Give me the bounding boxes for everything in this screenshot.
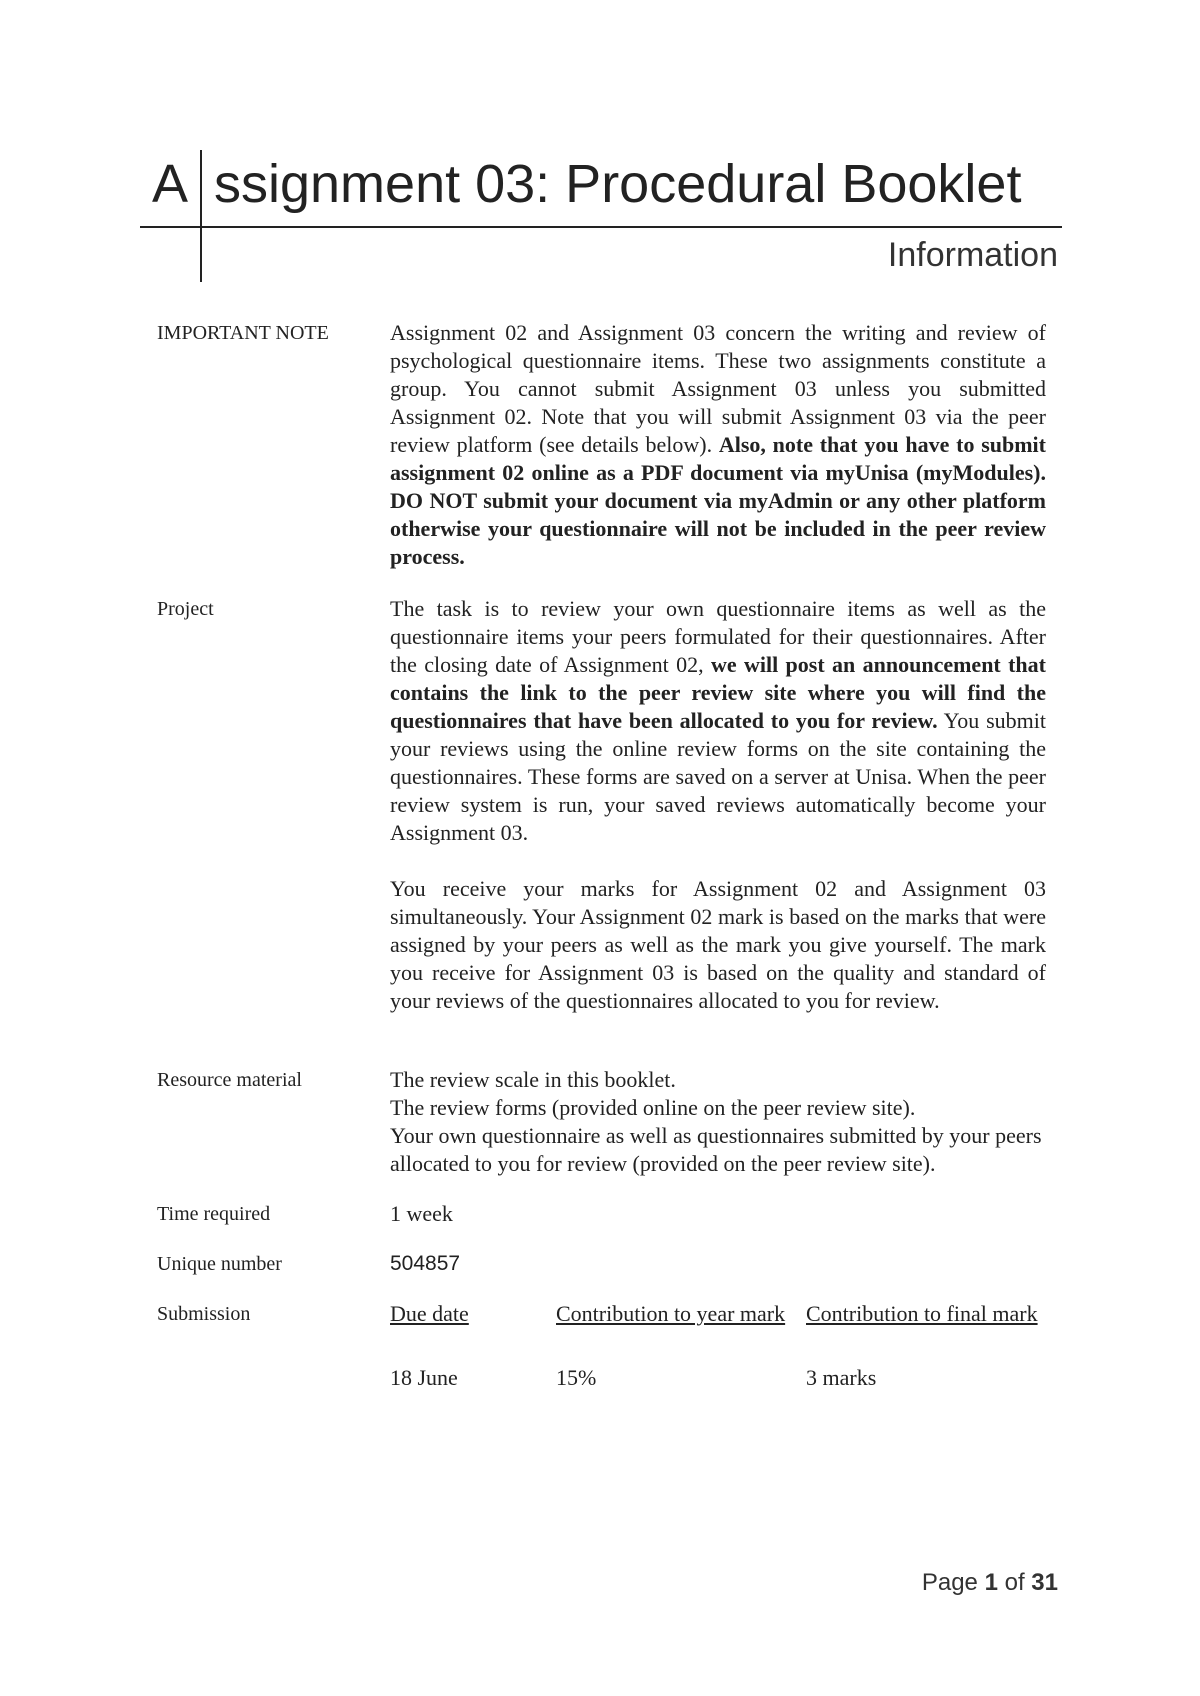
important-note-text <box>390 319 1046 571</box>
submission-value-cell: 15% <box>556 1365 597 1390</box>
row-label: Time required <box>157 1203 271 1225</box>
resource-line: Your own questionnaire as well as questionnaires submitted by your peers allocated to you for review (provided on the peer review site). <box>390 1123 1042 1176</box>
row-label: Project <box>157 598 214 620</box>
title-vertical-rule <box>200 150 202 282</box>
resource-line: The review forms (provided online on the peer review site). <box>390 1095 916 1120</box>
submission-header-cell: Due date <box>390 1301 469 1326</box>
project-text <box>390 595 1046 1015</box>
unique-number-value: 504857 <box>390 1252 461 1275</box>
project-p2: You receive your marks for Assignment 02 and Assignment 03 simultaneously. Your Assignment 02 mark is based on the marks that were assigned by your peers as well as the mark you give yourself. The mark you receive for Assignment 03 is based on the quality and standard of your reviews of the questionnaires allocated to you for review. <box>390 876 1046 1013</box>
row-label: Unique number <box>157 1253 282 1275</box>
total-pages: 31 <box>1031 1569 1058 1596</box>
page-number <box>922 1568 1058 1598</box>
submission-value-cell: 3 marks <box>806 1365 877 1390</box>
page-word: Page <box>921 1569 978 1596</box>
submission-header-row <box>390 1300 1046 1356</box>
title-horizontal-rule <box>140 226 1062 228</box>
submission-header-cell: Contribution to year mark <box>556 1301 786 1326</box>
submission-value-cell: 18 June <box>390 1365 458 1390</box>
row-label: IMPORTANT NOTE <box>157 322 329 344</box>
resource-material-list <box>390 1066 1046 1178</box>
current-page: 1 <box>984 1569 998 1596</box>
row-label: Submission <box>157 1303 251 1325</box>
of-word: of <box>1004 1569 1025 1596</box>
title-first-letter: A <box>152 154 189 214</box>
project-p1-plain-b: You submit your reviews using the online review forms on the site containing the questionnaires. These forms are saved on a server at Unisa. When the peer review system is run, your saved reviews automatically become your Assignment 03. <box>390 708 1046 845</box>
submission-value-row <box>390 1364 1046 1394</box>
resource-line: The review scale in this booklet. <box>390 1067 676 1092</box>
page-title: ssignment 03: Procedural Booklet <box>214 154 1022 214</box>
submission-table <box>390 1300 1046 1394</box>
project-p1-plain-a: The task is to review your own questionnaire items as well as the questionnaire items your peers formulated for their questionnaires. After the closing date of Assignment 02, <box>390 596 1046 677</box>
row-label: Resource material <box>157 1069 302 1091</box>
section-subtitle: Information <box>887 236 1058 274</box>
time-required-value: 1 week <box>390 1201 453 1226</box>
submission-header-cell: Contribution to final mark <box>806 1301 1038 1326</box>
project-p1-bold: we will post an announcement that contains the link to the peer review site where you will find the questionnaires that have been allocated to you for review. <box>390 652 1046 733</box>
important-note-bold: Also, note that you have to submit assignment 02 online as a PDF document via myUnisa (myModules). DO NOT submit your document via myAdmin or any other platform otherwise your questionnaire will not be included in the peer review process. <box>390 432 1046 569</box>
important-note-plain: Assignment 02 and Assignment 03 concern the writing and review of psychological questionnaire items. These two assignments constitute a group. You cannot submit Assignment 03 unless you submitted Assignment 02. Note that you will submit Assignment 03 via the peer review platform (see details below). <box>390 320 1046 457</box>
